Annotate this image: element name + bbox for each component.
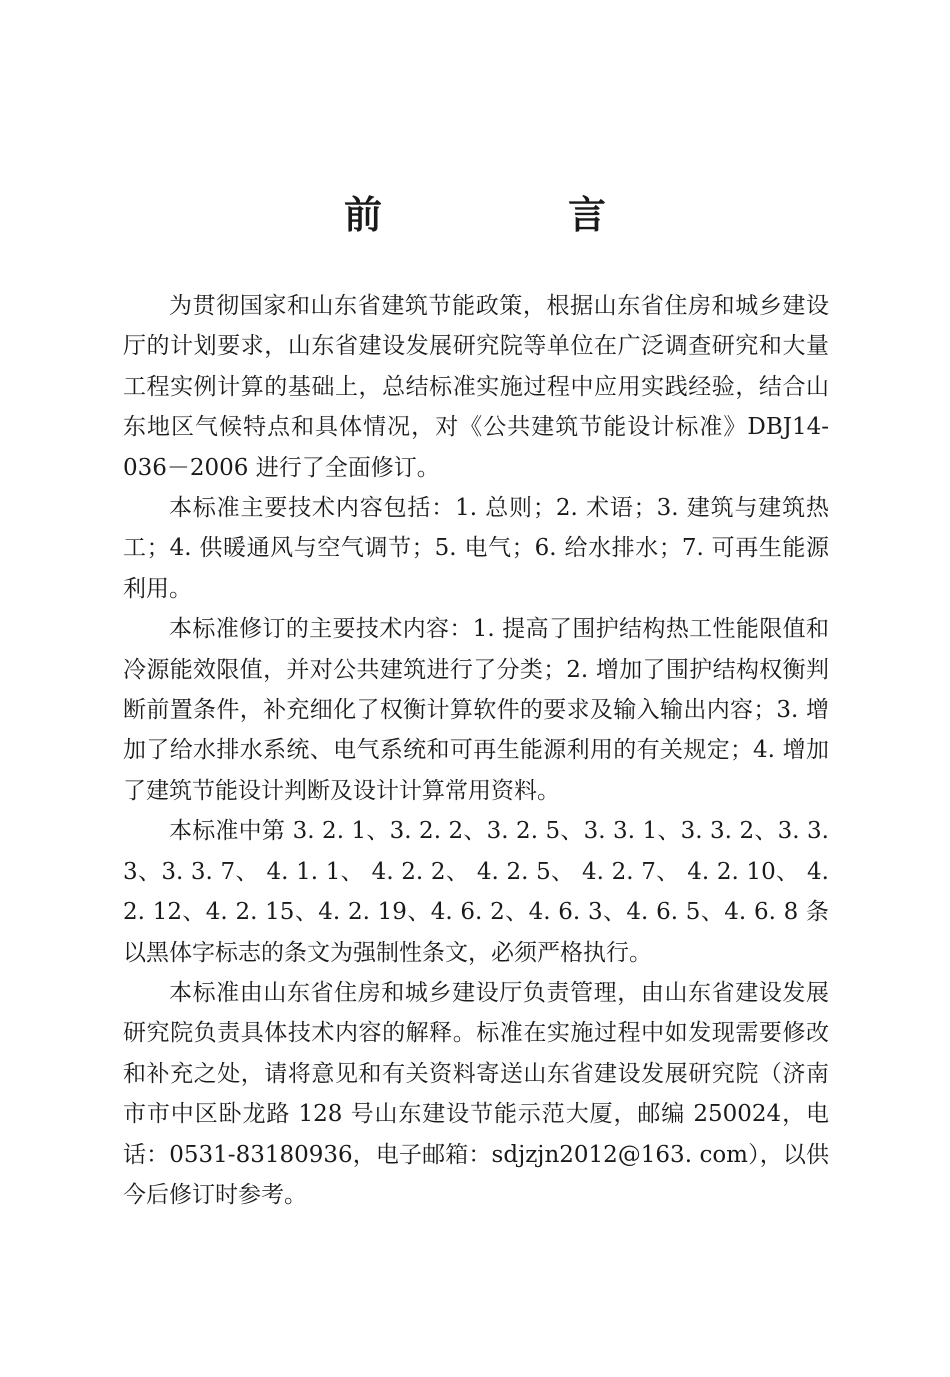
page-title: 前 言 xyxy=(343,192,680,237)
preface-body xyxy=(123,286,829,1215)
paragraph-administration: 本标准由山东省住房和城乡建设厅负责管理，由山东省建设发展研究院负责具体技术内容的解释。标准在实施过程中如发现需要修改和补充之处，请将意见和有关资料寄送山东省建设发展研究院（济南市市中区卧龙路 128 号山东建设节能示范大厦，邮编 250024，电话：0531-83180936，电子邮箱：sdjzjn2012@163. com），以供今后修订时参考。 xyxy=(123,979,829,1208)
paragraph-revisions: 本标准修订的主要技术内容：1. 提高了围护结构热工性能限值和冷源能效限值，并对公共建筑进行了分类；2. 增加了围护结构权衡判断前置条件，补充细化了权衡计算软件的要求及输入输出内容；3. 增加了给水排水系统、电气系统和可再生能源利用的有关规定；4. 增加了建筑节能设计判断及设计计算常用资料。 xyxy=(123,616,829,804)
paragraph-mandatory-clauses: 本标准中第 3. 2. 1、3. 2. 2、3. 2. 5、3. 3. 1、3. 3. 2、3. 3. 3、3. 3. 7、 4. 1. 1、 4. 2. 2、 4. 2. 5、 4. 2. 7、 4. 2. 10、 4. 2. 12、4. 2. 15、4. 2. 19、4. 6. 2、4. 6. 3、4. 6. 5、4. 6. 8 条以黑体字标志的条文为强制性条文，必须严格执行。 xyxy=(123,818,829,966)
paragraph-contents: 本标准主要技术内容包括：1. 总则；2. 术语；3. 建筑与建筑热工；4. 供暖通风与空气调节；5. 电气；6. 给水排水；7. 可再生能源利用。 xyxy=(123,495,829,602)
paragraph-purpose: 为贯彻国家和山东省建筑节能政策，根据山东省住房和城乡建设厅的计划要求，山东省建设发展研究院等单位在广泛调查研究和大量工程实例计算的基础上，总结标准实施过程中应用实践经验，结合山东地区气候特点和具体情况，对《公共建筑节能设计标准》DBJ14-036－2006 进行了全面修订。 xyxy=(123,293,829,481)
